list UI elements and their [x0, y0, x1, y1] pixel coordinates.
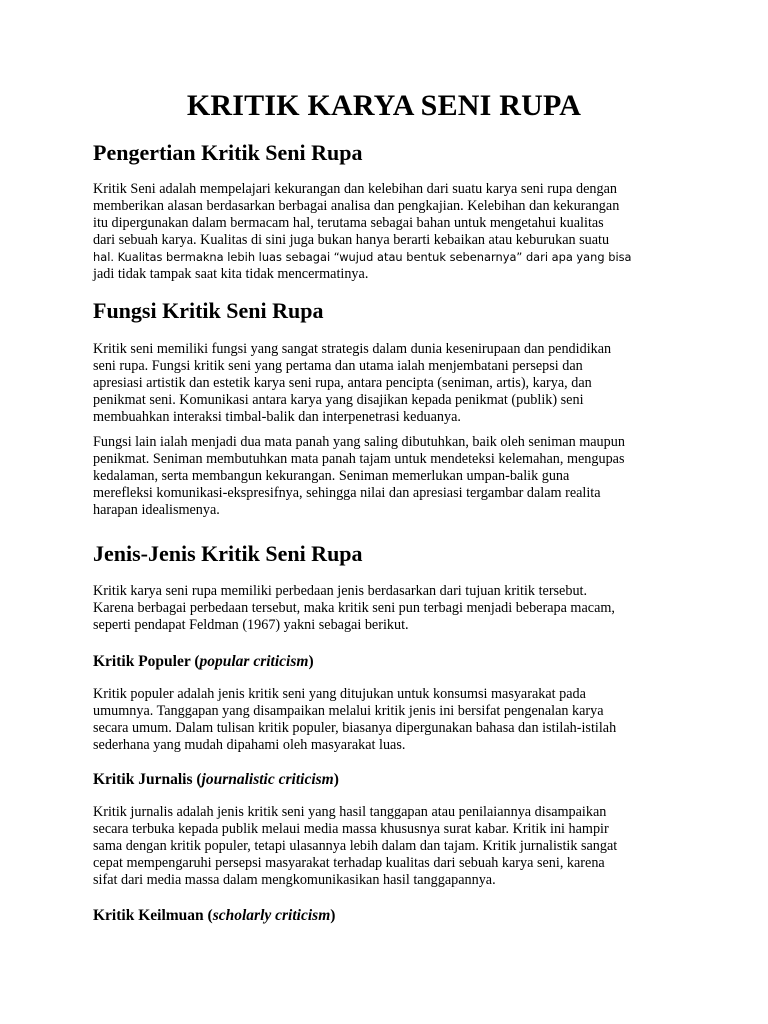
text-line: seni rupa. Fungsi kritik seni yang pertama dan utama ialah menjembatani persepsi dan: [93, 358, 583, 374]
text-line: Kritik Seni adalah mempelajari kekurangan dan kelebihan dari suatu karya seni rupa dengan: [93, 181, 617, 197]
text-line: itu dipergunakan dalam bermacam hal, terutama sebagai bahan untuk mengetahui kualitas: [93, 215, 604, 231]
text-line: sederhana yang mudah dipahami oleh masyarakat luas.: [93, 737, 406, 753]
paragraph-kritik-populer: [93, 686, 616, 754]
subheading-english: popular criticism: [199, 653, 309, 670]
text-line: Kritik populer adalah jenis kritik seni yang ditujukan untuk konsumsi masyarakat pada: [93, 686, 586, 702]
subheading-kritik-populer: Kritik Populer (popular criticism): [93, 653, 314, 670]
text-line: seperti pendapat Feldman (1967) yakni sebagai berikut.: [93, 617, 409, 633]
text-line: umumnya. Tanggapan yang disampaikan melalui kritik jenis ini bersifat pengenalan karya: [93, 703, 604, 719]
text-line: Kritik jurnalis adalah jenis kritik seni yang hasil tanggapan atau penilaiannya disampaikan: [93, 804, 607, 820]
text-line: memberikan alasan berdasarkan berbagai analisa dan pengkajian. Kelebihan dan kekurangan: [93, 198, 620, 214]
paragraph-kritik-jurnalis: [93, 804, 617, 889]
paragraph-fungsi-1: [93, 341, 611, 426]
text-line: merefleksi komunikasi-ekspresifnya, sehingga nilai dan apresiasi tergambar dalam realita: [93, 485, 601, 501]
subheading-kritik-jurnalis: Kritik Jurnalis (journalistic criticism): [93, 771, 339, 788]
text-line: kedalaman, serta membangun kekurangan. Seniman memerlukan umpan-balik guna: [93, 468, 570, 484]
section-heading-pengertian: Pengertian Kritik Seni Rupa: [93, 140, 363, 165]
text-line: secara umum. Dalam tulisan kritik populer, biasanya dipergunakan bahasa dan istilah-istilah: [93, 720, 617, 736]
text-line: Karena berbagai perbedaan tersebut, maka kritik seni pun terbagi menjadi beberapa macam,: [93, 600, 615, 616]
text-line: Kritik karya seni rupa memiliki perbedaan jenis berdasarkan dari tujuan kritik tersebut.: [93, 583, 588, 599]
subheading-label: Kritik Jurnalis: [93, 771, 193, 788]
text-line: apresiasi artistik dan estetik karya seni rupa, antara pencipta (seniman, artis), karya, dan: [93, 375, 592, 391]
text-line: harapan idealismenya.: [93, 502, 220, 518]
text-line: hal. Kualitas bermakna lebih luas sebagai “wujud atau bentuk sebenarnya” dari apa yang bisa: [93, 250, 632, 264]
text-line: penikmat. Seniman membutuhkan mata panah tajam untuk mendeteksi kelemahan, mengupas: [93, 451, 625, 467]
section-heading-fungsi: Fungsi Kritik Seni Rupa: [93, 298, 324, 323]
text-line: dari sebuah karya. Kualitas di sini juga bukan hanya berarti kebaikan atau keburukan suatu: [93, 232, 610, 248]
text-line: penikmat seni. Komunikasi antara karya yang disajikan kepada penikmat (publik) seni: [93, 392, 584, 408]
text-line: Kritik seni memiliki fungsi yang sangat strategis dalam dunia kesenirupaan dan pendidikan: [93, 341, 612, 357]
subheading-label: Kritik Keilmuan: [93, 907, 204, 924]
subheading-english: scholarly criticism: [212, 907, 331, 924]
text-line: sifat dari media massa dalam mengkomunikasikan hasil tanggapannya.: [93, 872, 496, 888]
paragraph-jenis: [93, 583, 615, 634]
section-heading-jenis: Jenis-Jenis Kritik Seni Rupa: [93, 541, 363, 566]
text-line: jadi tidak tampak saat kita tidak mencermatinya.: [93, 266, 369, 282]
paragraph-pengertian: [93, 181, 632, 283]
paragraph-fungsi-2: [93, 434, 625, 519]
text-line: secara terbuka kepada publik melaui media massa khususnya surat kabar. Kritik ini hampir: [93, 821, 609, 837]
subheading-kritik-keilmuan: Kritik Keilmuan (scholarly criticism): [93, 907, 336, 924]
text-line: membuahkan interaksi timbal-balik dan interpenetrasi keduanya.: [93, 409, 461, 425]
text-line: sama dengan kritik populer, tetapi ulasannya lebih dalam dan tajam. Kritik jurnalistik sangat: [93, 838, 618, 854]
text-line: cepat mempengaruhi persepsi masyarakat terhadap kualitas dari sebuah karya seni, karena: [93, 855, 605, 871]
text-line: Fungsi lain ialah menjadi dua mata panah yang saling dibutuhkan, baik oleh seniman maupun: [93, 434, 625, 450]
subheading-english: journalistic criticism: [201, 771, 334, 788]
subheading-label: Kritik Populer: [93, 653, 191, 670]
document-title: KRITIK KARYA SENI RUPA: [186, 89, 582, 122]
